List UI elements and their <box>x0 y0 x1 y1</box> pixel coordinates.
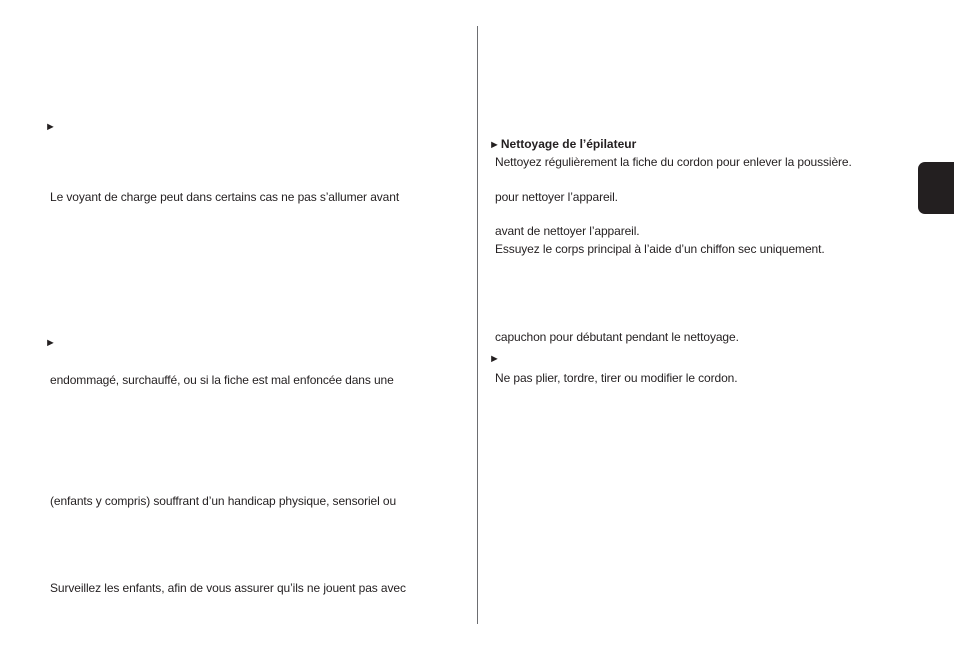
bullet-arrow-icon: ► <box>45 121 56 133</box>
left-text-line: endommagé, surchauffé, ou si la fiche est mal enfoncée dans une <box>50 373 394 387</box>
right-text-line: Nettoyez régulièrement la fiche du cordon pour enlever la poussière. <box>495 155 852 169</box>
right-text-line: capuchon pour débutant pendant le nettoyage. <box>495 330 739 344</box>
left-text-line: (enfants y compris) souffrant d’un handicap physique, sensoriel ou <box>50 494 397 508</box>
bullet-arrow-icon: ► <box>489 353 500 365</box>
language-thumb-tab <box>918 162 954 214</box>
bullet-arrow-icon: ► <box>489 139 500 151</box>
right-text-line: Essuyez le corps principal à l’aide d’un chiffon sec uniquement. <box>495 242 825 256</box>
right-text-line: avant de nettoyer l’appareil. <box>495 224 640 238</box>
right-text-line: Ne pas plier, tordre, tirer ou modifier le cordon. <box>495 371 738 385</box>
section-heading-text: Nettoyage de l’épilateur <box>500 137 637 151</box>
left-text-line: Le voyant de charge peut dans certains cas ne pas s’allumer avant <box>50 190 400 204</box>
section-heading <box>489 137 636 152</box>
right-text-line: pour nettoyer l’appareil. <box>495 190 618 204</box>
left-text-line: Surveillez les enfants, afin de vous assurer qu’ils ne jouent pas avec <box>50 581 406 595</box>
bullet-arrow-icon: ► <box>45 337 56 349</box>
column-divider <box>477 26 478 624</box>
